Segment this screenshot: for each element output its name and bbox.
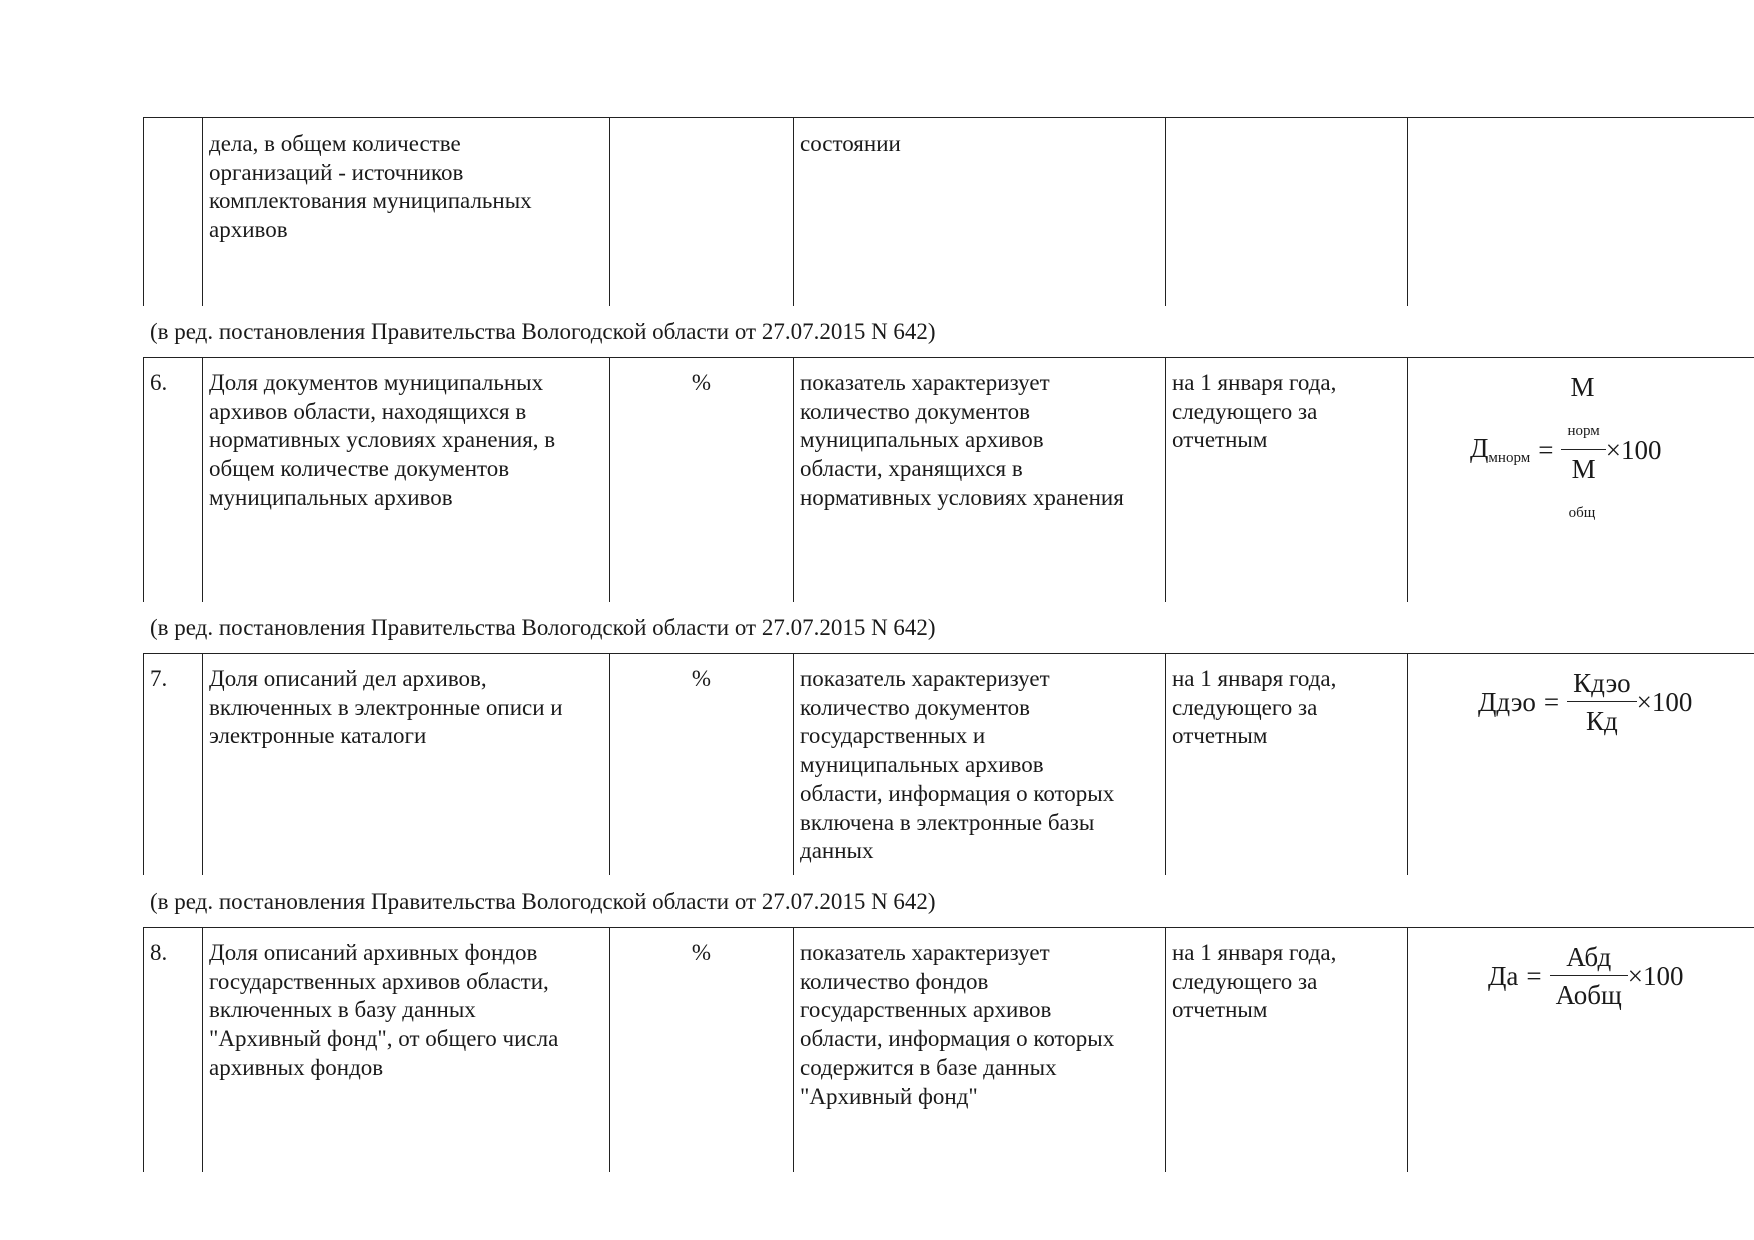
column-divider <box>793 653 794 875</box>
formula-multiplier: ×100 <box>1605 434 1662 465</box>
formula-multiplier: ×100 <box>1627 960 1684 991</box>
measurement-date: на 1 января года, следующего за отчетным <box>1172 940 1337 1023</box>
calculation-formula: Ддэо = $\frac{\text{Кдэо}}{Кд}$ ×100 <box>1478 668 1693 736</box>
calculation-formula: Да = $\frac{\text{Абд}}{\text{Аобщ}}$ ×100 <box>1488 942 1684 1010</box>
column-divider <box>202 653 203 875</box>
measurement-date: на 1 января года, следующего за отчетным <box>1172 666 1337 749</box>
indicator-name: Доля документов муниципальных архивов области, находящихся в нормативных условиях хранения, в общем количестве документов муниципальных архивов <box>209 370 556 510</box>
formula-denominator: Кд <box>1586 706 1618 736</box>
column-divider <box>1407 357 1408 602</box>
column-divider <box>143 357 144 602</box>
column-divider <box>143 927 144 1172</box>
column-divider <box>202 927 203 1172</box>
row-8-top-border <box>143 927 1754 928</box>
indicator-name: Доля описаний архивных фондов государственных архивов области, включенных в базу данных "Архивный фонд", от общего числа архивных фондов <box>209 940 559 1080</box>
column-divider <box>1165 927 1166 1172</box>
column-divider <box>1407 927 1408 1172</box>
fragment-indicator-description: состоянии <box>800 131 901 156</box>
unit-of-measure: % <box>691 666 712 691</box>
formula-fraction <box>1553 940 1625 1012</box>
column-divider <box>1407 117 1408 306</box>
amendment-note: (в ред. постановления Правительства Вологодской области от 27.07.2015 N 642) <box>150 615 936 640</box>
formula-lhs: Да <box>1488 960 1519 991</box>
unit-of-measure: % <box>691 370 712 395</box>
column-divider <box>609 117 610 306</box>
formula-denominator: Аобщ <box>1555 980 1622 1010</box>
column-divider <box>793 117 794 306</box>
amendment-note: (в ред. постановления Правительства Вологодской области от 27.07.2015 N 642) <box>150 889 936 914</box>
formula-numerator: М $_{норм}$ <box>1567 372 1600 439</box>
formula-fraction <box>1570 666 1634 738</box>
row-7-top-border <box>143 653 1754 654</box>
fragment-indicator-name: дела, в общем количестве организаций - источников комплектования муниципальных архивов <box>209 131 532 243</box>
formula-numerator: Абд <box>1566 942 1612 972</box>
column-divider <box>1165 117 1166 306</box>
indicator-description: показатель характеризует количество документов муниципальных архивов области, хранящихся в нормативных условиях хранения <box>800 370 1124 510</box>
formula-multiplier: ×100 <box>1636 686 1693 717</box>
measurement-date: на 1 января года, следующего за отчетным <box>1172 370 1337 453</box>
column-divider <box>1165 357 1166 602</box>
column-divider <box>202 357 203 602</box>
column-divider <box>143 653 144 875</box>
row-number: 7. <box>150 666 168 691</box>
formula-numerator: Кдэо <box>1573 668 1631 698</box>
column-divider <box>793 927 794 1172</box>
unit-of-measure: % <box>691 940 712 965</box>
column-divider <box>1165 653 1166 875</box>
formula-denominator: М $_{общ}$ <box>1568 454 1596 521</box>
column-divider <box>202 117 203 306</box>
row-6-top-border <box>143 357 1754 358</box>
indicator-description: показатель характеризует количество фондов государственных архивов области, информация о которых содержится в базе данных "Архивный фонд" <box>800 940 1115 1109</box>
formula-lhs: $Д_{мнорм}$ <box>1470 433 1531 466</box>
row-number: 6. <box>150 370 168 395</box>
indicator-name: Доля описаний дел архивов, включенных в электронные описи и электронные каталоги <box>209 666 563 749</box>
formula-lhs: Ддэо <box>1478 686 1536 717</box>
column-divider <box>143 117 144 306</box>
amendment-note: (в ред. постановления Правительства Вологодской области от 27.07.2015 N 642) <box>150 319 936 344</box>
table-top-border <box>143 117 1754 118</box>
column-divider <box>1407 653 1408 875</box>
formula-fraction <box>1564 370 1602 530</box>
indicator-description: показатель характеризует количество документов государственных и муниципальных архивов области, информация о которых включена в электронные базы данных <box>800 666 1115 864</box>
row-number: 8. <box>150 940 168 965</box>
calculation-formula: $Д_{мнорм}$ = М $_{норм}$ М $_{общ}$ ×100 <box>1470 370 1661 530</box>
column-divider <box>793 357 794 602</box>
